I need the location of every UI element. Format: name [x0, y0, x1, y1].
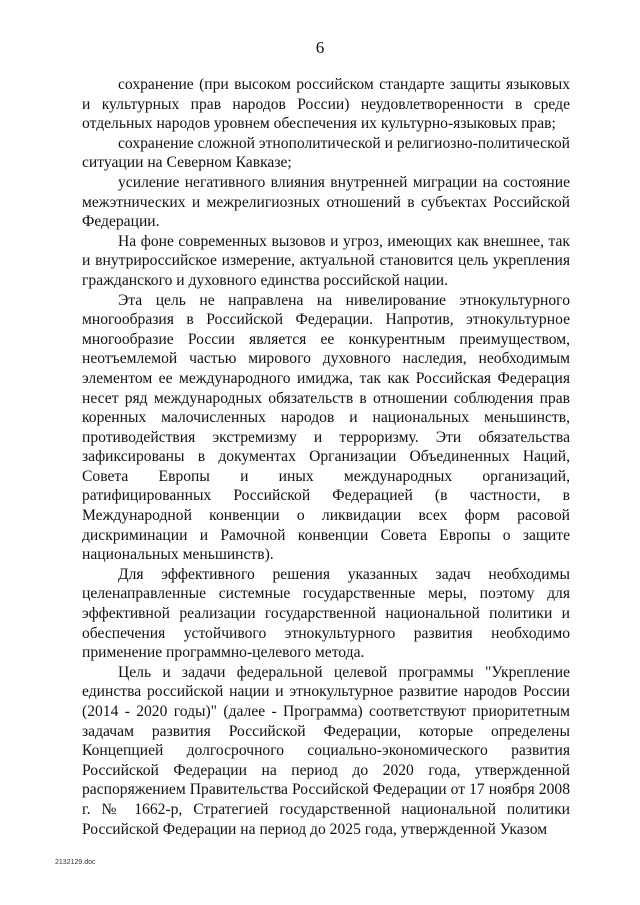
paragraph-program-method: Для эффективного решения указанных задач необходимы целенаправленные системные государственные меры, поэтому для эффективной реализации государственной национальной политики и обеспечения устойчивого этнокультурного развития необходимо применение программно-целевого метода.	[82, 565, 570, 662]
paragraph-north-caucasus: сохранение сложной этнополитической и религиозно-политической ситуации на Северном Кавказе;	[82, 134, 571, 172]
page-number: 6	[315, 38, 325, 57]
paragraph-program-goals: Цель и задачи федеральной целевой программы "Укрепление единства российской нации и этнокультурное развитие народов России (2014 - 2020 годы)" (далее - Программа) соответствуют приоритетным задачам развития Российской Федерации, которые определены Концепцией долгосрочного социально-экономического развития Российской Федерации на период до 2020 года, утвержденной распоряжением Правительства Российской Федерации от 17 ноября 2008 г. № 1662-р, Стратегией государственной национальной политики Российской Федерации на период до 2025 года, утвержденной Указом	[82, 663, 570, 838]
paragraph-internal-migration: усиление негативного влияния внутренней миграции на состояние межэтнических и межрелигиозных отношений в субъектах Российской Федерации.	[82, 173, 570, 231]
document-body	[82, 75, 570, 839]
paragraph-language-rights: сохранение (при высоком российском стандарте защиты языковых и культурных прав народов России) неудовлетворенности в среде отдельных народов уровнем обеспечения их культурно-языковых прав;	[82, 76, 570, 133]
paragraph-modern-challenges: На фоне современных вызовов и угроз, имеющих как внешнее, так и внутрироссийское измерение, актуальной становится цель укрепления гражданского и духовного единства российской нации.	[82, 232, 570, 289]
paragraph-ethnocultural-diversity: Эта цель не направлена на нивелирование этнокультурного многообразия в Российской Федерации. Напротив, этнокультурное многообразие России является ее конкурентным преимуществом, неотъемлемой частью мирового духовного наследия, необходимым элементом ее международного имиджа, так как Российская Федерация несет ряд международных обязательств в отношении соблюдения прав коренных малочисленных народов и национальных меньшинств, противодействия экстремизму и терроризму. Эти обязательства зафиксированы в документах Организации Объединенных Наций, Совета Европы и иных международных организаций, ратифицированных Российской Федерацией (в частности, в Международной конвенции о ликвидации всех форм расовой дискриминации и Рамочной конвенции Совета Европы о защите национальных меньшинств).	[82, 291, 570, 564]
footer-doc-code: 2132129.doc	[55, 859, 96, 866]
